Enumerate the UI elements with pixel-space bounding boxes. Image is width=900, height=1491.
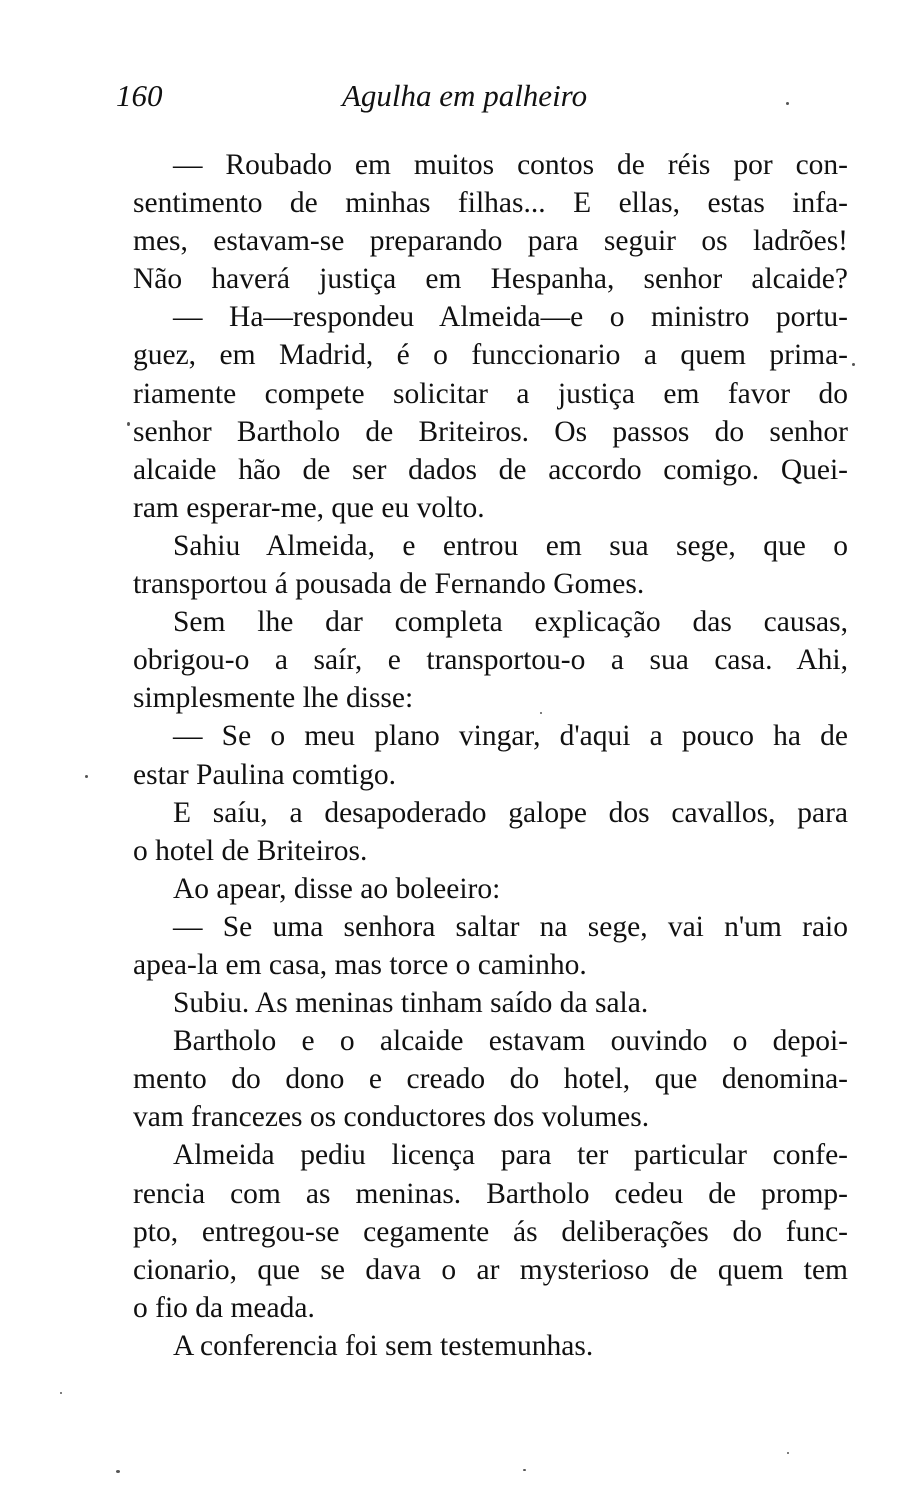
text-line: apea-la em casa, mas torce o caminho.: [133, 948, 587, 981]
text-line: estar Paulina comtigo.: [133, 758, 396, 791]
text-line: o fio da meada.: [133, 1291, 315, 1324]
text-line: E saíu, a desapoderado galope dos cavallos, para: [173, 796, 848, 829]
text-line: Subiu. As meninas tinham saído da sala.: [173, 987, 649, 1020]
text-line: o hotel de Briteiros.: [133, 834, 368, 867]
scan-speck: [787, 1452, 789, 1454]
text-line: mes, estavam-se preparando para seguir os ladrões!: [133, 225, 848, 258]
text-line: sentimento de minhas filhas... E ellas, estas infa-: [133, 187, 848, 220]
text-line: — Se uma senhora saltar na sege, vai n'um raio: [173, 910, 848, 943]
text-line: cionario, que se dava o ar mysterioso de quem tem: [133, 1253, 848, 1286]
text-line: obrigou-o a saír, e transportou-o a sua casa. Ahi,: [133, 644, 848, 677]
scan-speck: [116, 1470, 120, 1473]
text-line: Sahiu Almeida, e entrou em sua sege, que o: [173, 529, 848, 562]
text-line: A conferencia foi sem testemunhas.: [173, 1329, 594, 1362]
text-line: Ao apear, disse ao boleeiro:: [173, 872, 501, 905]
text-line: pto, entregou-se cegamente ás deliberações do func-: [133, 1215, 848, 1248]
text-line: ram esperar-me, que eu volto.: [133, 491, 485, 524]
text-line: — Se o meu plano vingar, d'aqui a pouco ha de: [173, 720, 848, 753]
text-line: — Ha—respondeu Almeida—e o ministro portu-: [173, 301, 848, 334]
scan-speck: [786, 102, 789, 105]
text-line: vam francezes os conductores dos volumes.: [133, 1101, 650, 1134]
running-head: [110, 78, 830, 118]
text-line: mento do dono e creado do hotel, que denomina-: [133, 1063, 848, 1096]
text-line: senhor Bartholo de Briteiros. Os passos do senhor: [133, 415, 848, 448]
scan-speck: [60, 1392, 62, 1394]
scan-speck: [127, 422, 130, 426]
text-line: transportou á pousada de Fernando Gomes.: [133, 568, 645, 601]
scan-speck: [540, 712, 542, 714]
text-line: guez, em Madrid, é o funccionario a quem prima-: [133, 339, 848, 372]
running-title: Agulha em palheiro: [342, 78, 588, 113]
text-line: rencia com as meninas. Bartholo cedeu de promp-: [133, 1177, 848, 1210]
text-line: Almeida pediu licença para ter particular confe-: [173, 1139, 848, 1172]
scan-speck: [852, 363, 855, 366]
text-line: simplesmente lhe disse:: [133, 682, 414, 715]
text-line: Não haverá justiça em Hespanha, senhor alcaide?: [133, 263, 848, 296]
text-line: Sem lhe dar completa explicação das causas,: [173, 606, 848, 639]
page-number: 160: [116, 78, 163, 113]
scan-speck: [85, 775, 88, 778]
text-line: Bartholo e o alcaide estavam ouvindo o depoi-: [173, 1025, 848, 1058]
body-text: [133, 146, 848, 1365]
text-line: — Roubado em muitos contos de réis por con-: [173, 149, 848, 181]
text-line: riamente compete solicitar a justiça em favor do: [133, 377, 848, 410]
text-line: alcaide hão de ser dados de accordo comigo. Quei-: [133, 453, 848, 486]
scan-speck: [523, 1469, 526, 1471]
